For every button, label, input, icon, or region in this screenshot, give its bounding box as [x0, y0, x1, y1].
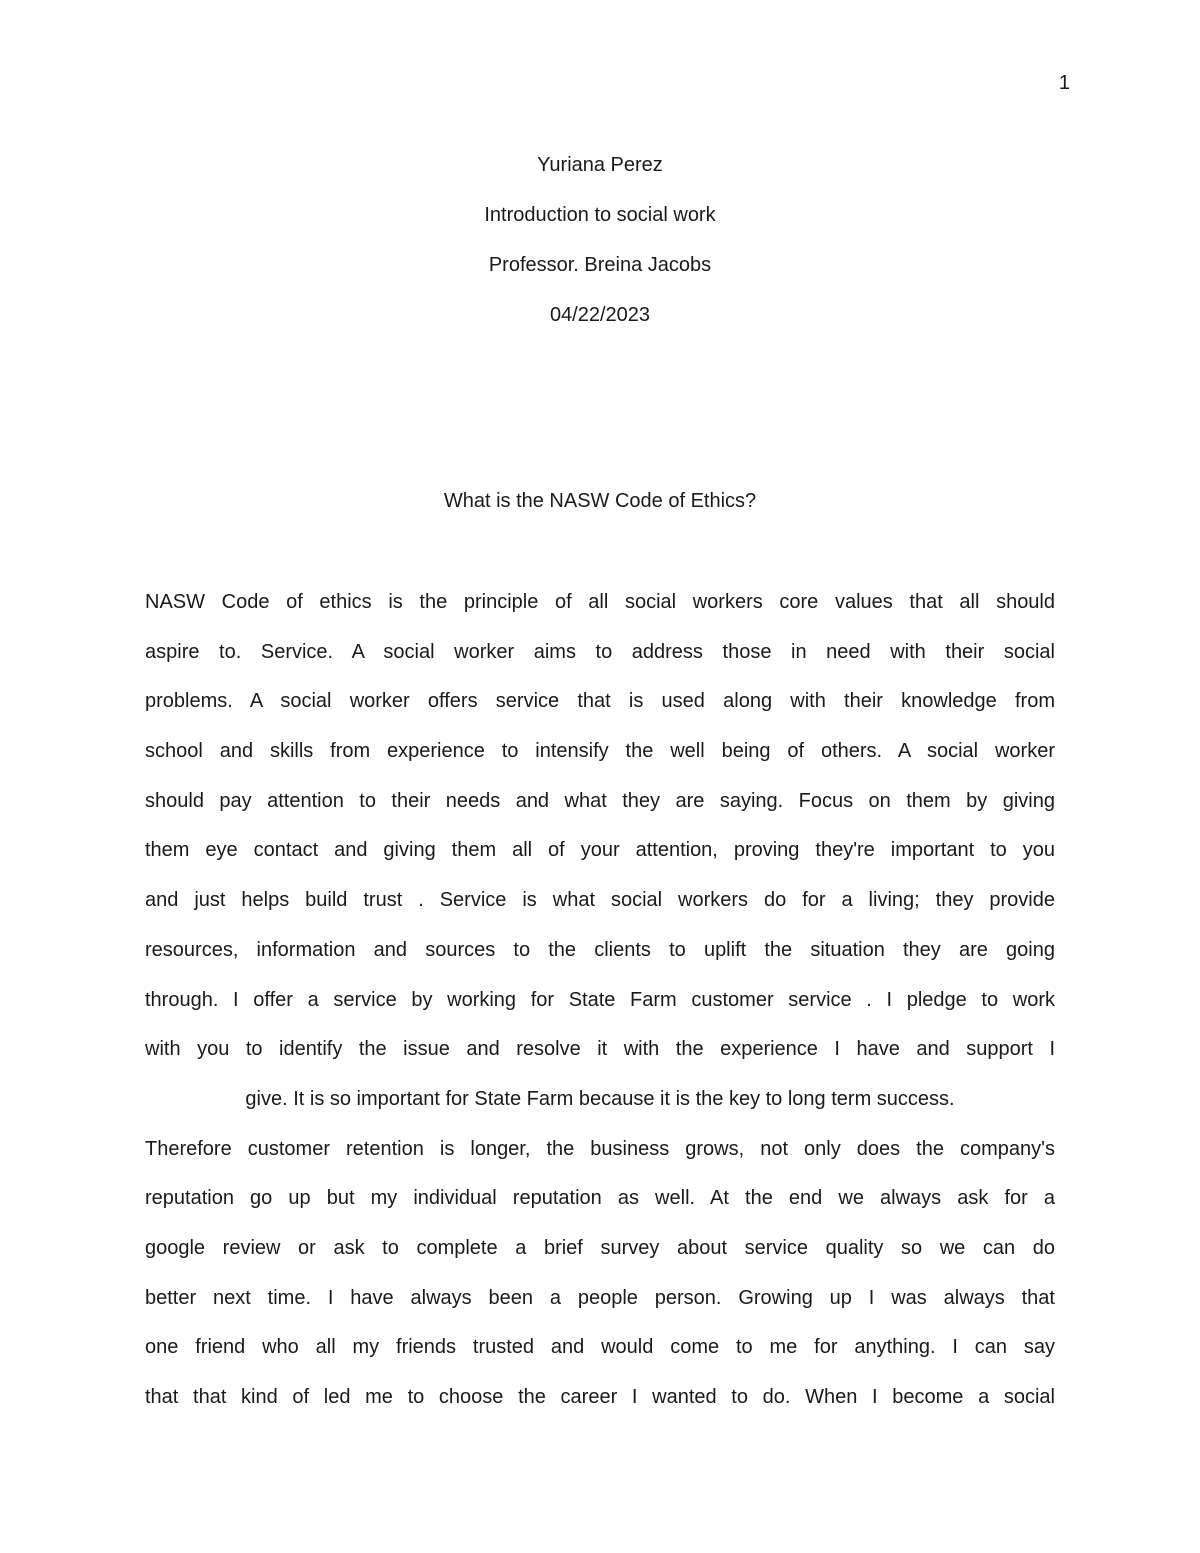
body-line: them eye contact and giving them all of your attention, proving they're important to you	[145, 839, 1055, 862]
body-line: NASW Code of ethics is the principle of all social workers core values that all should	[145, 591, 1055, 613]
body-line: give. It is so important for State Farm because it is the key to long term success.	[245, 1087, 955, 1110]
essay-body	[145, 586, 1055, 1431]
body-line: through. I offer a service by working for State Farm customer service . I pledge to work	[145, 988, 1055, 1011]
body-line: with you to identify the issue and resolve it with the experience I have and support I	[145, 1038, 1055, 1061]
body-line: school and skills from experience to intensify the well being of others. A social worker	[145, 740, 1055, 763]
body-line: Therefore customer retention is longer, the business grows, not only does the company's	[145, 1137, 1055, 1160]
professor-name: Professor. Breina Jacobs	[488, 254, 712, 276]
body-line: one friend who all my friends trusted and would come to me for anything. I can say	[145, 1336, 1055, 1359]
body-line: problems. A social worker offers service that is used along with their knowledge from	[145, 690, 1055, 713]
heading-block	[0, 140, 1200, 340]
course-name: Introduction to social work	[484, 204, 716, 226]
body-line: should pay attention to their needs and what they are saying. Focus on them by giving	[145, 789, 1055, 812]
document-title: What is the NASW Code of Ethics?	[443, 490, 757, 512]
body-line: and just helps build trust . Service is what social workers do for a living; they provide	[145, 889, 1055, 912]
body-line: better next time. I have always been a people person. Growing up I was always that	[145, 1286, 1055, 1309]
body-line: google review or ask to complete a brief survey about service quality so we can do	[145, 1236, 1055, 1259]
body-line: reputation go up but my individual reputation as well. At the end we always ask for a	[145, 1187, 1055, 1210]
page-number: 1	[1058, 72, 1070, 94]
body-line: aspire to. Service. A social worker aims to address those in need with their social	[145, 640, 1055, 663]
body-line: resources, information and sources to the clients to uplift the situation they are going	[145, 938, 1055, 961]
submission-date: 04/22/2023	[549, 304, 651, 326]
student-name: Yuriana Perez	[537, 154, 663, 176]
body-line: that that kind of led me to choose the career I wanted to do. When I become a social	[145, 1386, 1055, 1408]
